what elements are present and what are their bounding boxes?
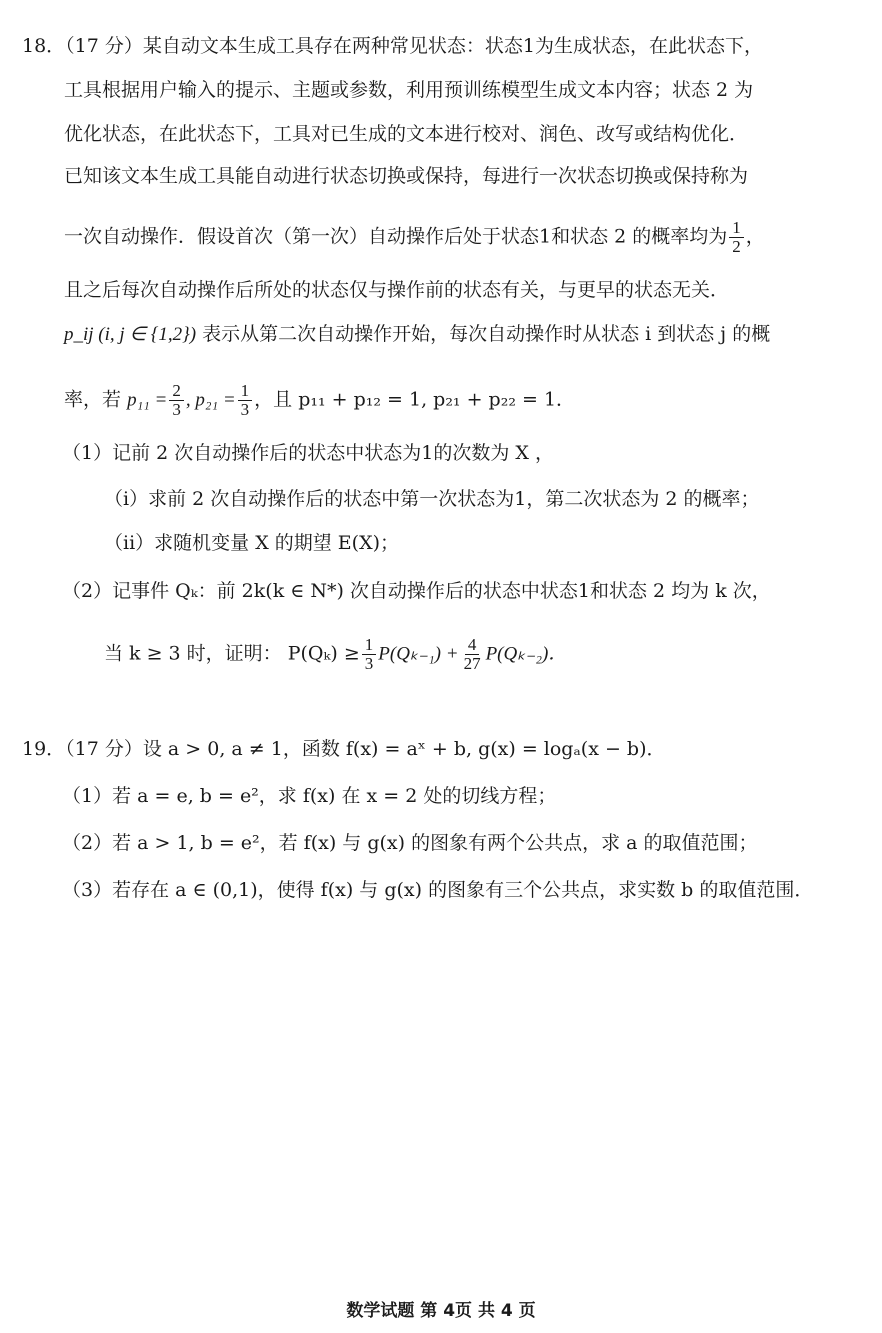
q18-line-5: 一次自动操作．假设首次（第一次）自动操作后处于状态1和状态 2 的概率均为 $\frac{1}{2}$ ， [64, 218, 765, 256]
fraction-one-half: $\frac{1}{2}$ [729, 219, 744, 256]
q18-line-2: 工具根据用户输入的提示、主题或参数，利用预训练模型生成文本内容；状态 2 为 [64, 79, 754, 101]
q19-line-1: 19．（17 分）设 a > 0, a ≠ 1，函数 f(x) = aˣ + b, g(x) = logₐ(x − b)． [22, 738, 666, 760]
q18-line-3: 优化状态，在此状态下，工具对已生成的文本进行校对、润色、改写或结构优化． [64, 123, 749, 145]
q18-line-4: 已知该文本生成工具能自动进行状态切换或保持，每进行一次状态切换或保持称为 [64, 165, 749, 187]
q18-sub-1-ii: （ii）求随机变量 X 的期望 E(X)； [104, 532, 400, 554]
pij-notation: p_ij (i, j ∈ {1,2}) [64, 324, 197, 345]
q19-sub-3: （3）若存在 a ∈ (0,1)，使得 f(x) 与 g(x) 的图象有三个公共点，求实数 b 的取值范围． [62, 879, 814, 901]
q18-sub-2: （2）记事件 Qₖ：前 2k(k ∈ N*) 次自动操作后的状态中状态1和状态 2 均为 k 次， [62, 580, 771, 602]
fraction-one-third: $\frac{1}{3}$ [238, 382, 253, 419]
fraction-two-thirds: $\frac{2}{3}$ [169, 382, 184, 419]
q19-sub-1: （1）若 a = e, b = e²，求 f(x) 在 x = 2 处的切线方程； [62, 785, 557, 807]
page-footer: 数学试题 第 4页 共 4 页 [346, 1301, 536, 1321]
q19-sub-2: （2）若 a > 1, b = e²，若 f(x) 与 g(x) 的图象有两个公共点，求 a 的取值范围； [62, 832, 758, 854]
q18-line-6: 且之后每次自动操作后所处的状态仅与操作前的状态有关，与更早的状态无关． [64, 279, 730, 301]
q18-sub-2-proof: 当 k ≥ 3 时，证明： P(Qₖ) ≥ $\frac{1}{3}$ P(Qₖ₋₁) + $\frac{4}{27}$ P(Qₖ₋₂)． [104, 635, 568, 673]
q18-line-1: 18．（17 分）某自动文本生成工具存在两种常见状态：状态1为生成状态，在此状态下， [22, 35, 763, 57]
q18-line-8: 率，若 p₁₁ = $\frac{2}{3}$ , p₂₁ = $\frac{1}{3}$ ，且 p₁₁ + p₁₂ = 1, p₂₁ + p₂₂ = 1． [64, 381, 576, 419]
q18-sub-1: （1）记前 2 次自动操作后的状态中状态为1的次数为 X ， [62, 442, 554, 464]
q18-line-7 [64, 321, 770, 348]
fraction-four-27: $\frac{4}{27}$ [463, 635, 481, 673]
fraction-one-third-b: $\frac{1}{3}$ [362, 636, 377, 673]
q18-line-7-text: 表示从第二次自动操作开始，每次自动操作时从状态 i 到状态 j 的概 [202, 323, 771, 345]
q18-sub-1-i: （i）求前 2 次自动操作后的状态中第一次状态为1，第二次状态为 2 的概率； [104, 488, 760, 510]
q18-line-5-text: 一次自动操作．假设首次（第一次）自动操作后处于状态1和状态 2 的概率均为 [64, 225, 728, 248]
